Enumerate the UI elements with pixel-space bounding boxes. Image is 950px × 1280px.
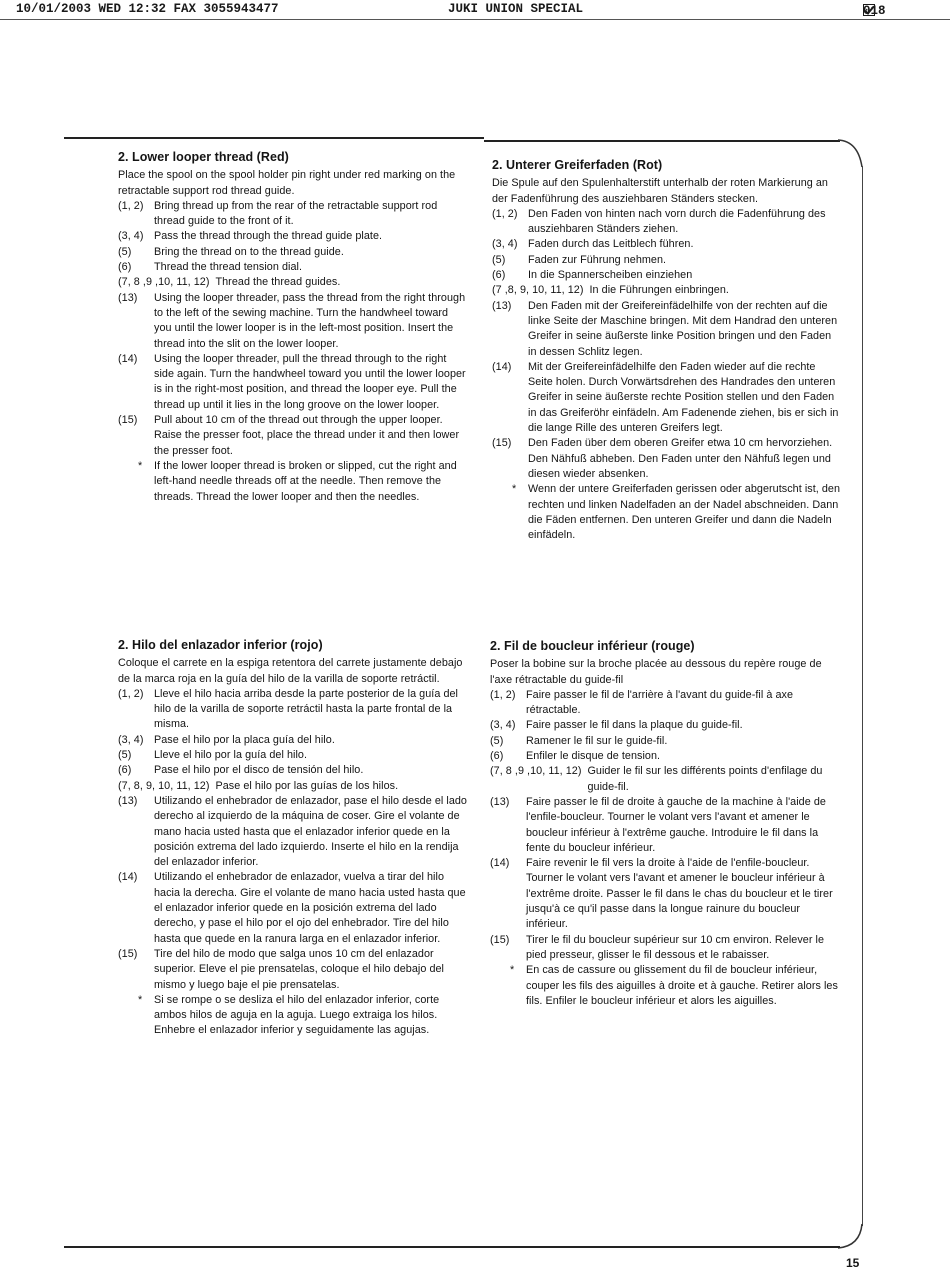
- step-number: (13): [490, 795, 510, 808]
- step-text: Tirer le fil du boucleur supérieur sur 10 cm environ. Relever le pied presseur, glisser le fil dessous et le rabaisser.: [526, 933, 825, 961]
- section-intro: Die Spule auf den Spulenhalterstift unterhalb der roten Markierung an der Fadenführung des ausziehbaren Ständers stecken.: [492, 177, 828, 205]
- step-text: Utilizando el enhebrador de enlazador, vuelva a tirar del hilo hacia la derecha. Gire el volante de mano hacia usted hasta que el enlazador inferior quede en la posición extrema del lado derecho, y pase el hilo por el ojo del enhebrador. Tire del hilo hasta que quede en la ranura larga en el enlazador inferior.: [154, 871, 466, 945]
- step-item: [118, 413, 468, 459]
- step-text: Thread the thread guides.: [215, 276, 341, 289]
- section-german: [492, 158, 842, 543]
- step-number: (7, 8, 9, 10, 11, 12): [118, 779, 210, 792]
- step-text: Ramener le fil sur le guide-fil.: [526, 734, 668, 747]
- page-number: 15: [846, 1256, 860, 1270]
- step-text: Faire revenir le fil vers la droite à l'aide de l'enfile-boucleur. Tourner le volant vers l'avant et amener le boucleur inférieur à l'extrême droite. Passer le fil dans le chas du boucleur et le tirer jusqu'à ce qu'il passe dans la longue rainure du boucleur inférieur.: [526, 857, 833, 931]
- step-text: Bring thread up from the rear of the retractable support rod thread guide to the front of it.: [154, 199, 438, 228]
- step-number: (1, 2): [118, 199, 144, 212]
- step-item: [490, 856, 840, 932]
- step-list: [490, 688, 840, 963]
- section-french: [490, 639, 840, 1009]
- step-item: [490, 734, 840, 749]
- step-item: [118, 733, 468, 748]
- step-text: Pase el hilo por la placa guía del hilo.: [154, 733, 335, 746]
- step-text: In die Führungen einbringen.: [589, 284, 729, 297]
- step-item: [118, 352, 468, 413]
- step-text: Den Faden mit der Greifereinfädelhilfe von der rechten auf die linke Seite der Maschine bringen. Mit dem Handrad den unteren Greifer in seine äußerste linke Position bringen und den Faden in dessen Schlitz legen.: [528, 299, 838, 358]
- fax-header: [0, 0, 950, 20]
- step-number: (3, 4): [490, 719, 516, 732]
- step-number: (5): [492, 253, 506, 266]
- step-number: (7, 8 ,9 ,10, 11, 12): [118, 276, 210, 289]
- step-number: (3, 4): [118, 733, 144, 746]
- step-item: [118, 748, 468, 763]
- step-text: Bring the thread on to the thread guide.: [154, 245, 344, 258]
- section-note: [118, 993, 468, 1039]
- step-list: [118, 199, 468, 459]
- step-item: [118, 260, 468, 275]
- section-intro: Poser la bobine sur la broche placée au dessous du repère rouge de l'axe rétractable du guide-fil: [490, 658, 822, 686]
- step-text: Pass the thread through the thread guide plate.: [154, 230, 383, 243]
- step-text: Guider le fil sur les différents points d'enfilage du guide-fil.: [587, 765, 823, 793]
- note-asterisk: *: [512, 483, 517, 496]
- step-number: (7 ,8, 9, 10, 11, 12): [492, 284, 584, 297]
- step-number: (5): [118, 749, 132, 762]
- step-number: (13): [118, 291, 138, 304]
- step-text: Tire del hilo de modo que salga unos 10 cm del enlazador superior. Eleve el pie prensatelas, coloque el hilo debajo del mismo y luego baje el pie prensatelas.: [154, 947, 445, 991]
- step-item: [118, 687, 468, 733]
- step-number: (1, 2): [118, 687, 144, 700]
- step-item: [490, 933, 840, 964]
- step-text: Enfiler le disque de tension.: [526, 750, 661, 763]
- step-number: (15): [118, 414, 138, 427]
- step-item: [118, 229, 468, 244]
- step-item: [118, 779, 468, 794]
- section-intro: Coloque el carrete en la espiga retentora del carrete justamente debajo de la marca roja en la guía del hilo de la varilla de soporte retráctil.: [118, 657, 463, 685]
- step-number: (5): [490, 734, 504, 747]
- step-number: (15): [492, 437, 512, 450]
- step-number: (13): [492, 299, 512, 312]
- note-text: En cas de cassure ou glissement du fil de boucleur inférieur, couper les fils des aiguilles à droite et à gauche. Retirer alors les fils. Enfiler le boucleur inférieur et alors les aiguilles.: [526, 964, 838, 1007]
- step-number: (1, 2): [492, 207, 518, 220]
- section-title: 2. Fil de boucleur inférieur (rouge): [490, 639, 695, 653]
- section-title: 2. Unterer Greiferfaden (Rot): [492, 158, 663, 172]
- section-note: [492, 482, 842, 543]
- step-text: Faden zur Führung nehmen.: [528, 253, 667, 266]
- step-text: In die Spannerscheiben einziehen: [528, 269, 693, 282]
- step-item: [492, 436, 842, 482]
- step-item: [118, 947, 468, 993]
- step-number: (1, 2): [490, 688, 516, 701]
- section-note: [118, 459, 468, 505]
- step-number: (13): [118, 794, 138, 807]
- section-spanish: [118, 638, 468, 1039]
- section-title: 2. Hilo del enlazador inferior (rojo): [118, 638, 323, 652]
- step-item: [492, 268, 842, 283]
- step-text: Pase el hilo por el disco de tensión del hilo.: [154, 764, 364, 777]
- step-text: Utilizando el enhebrador de enlazador, pase el hilo desde el lado derecho al izquierdo de la máquina de coser. Gire el volante de mano hacia usted hasta que el enlazador inferior quede en la posición extrema del lado izquierdo. Inserte el hilo en la rendija del enlazador inferior.: [154, 794, 467, 869]
- step-text: Lleve el hilo hacia arriba desde la parte posterior de la guía del hilo de la varilla de soporte retráctil hasta la parte frontal de la misma.: [154, 687, 459, 731]
- step-number: (14): [492, 360, 512, 373]
- fax-company: JUKI UNION SPECIAL: [448, 2, 584, 16]
- step-text: Faire passer le fil de droite à gauche de la machine à l'aide de l'enfile-boucleur. Tourner le volant vers l'avant et amener le boucleur inférieur à l'extrême gauche. Introduire le fil dans la fente du boucleur inférieur.: [526, 795, 826, 854]
- note-asterisk: *: [510, 964, 515, 977]
- step-list: [118, 687, 468, 993]
- step-number: (15): [118, 947, 138, 960]
- step-number: (6): [118, 764, 132, 777]
- note-text: If the lower looper thread is broken or slipped, cut the right and left-hand needle threads off at the needle. Then remove the threads. Thread the lower looper and then the needles.: [154, 459, 457, 503]
- step-item: [490, 688, 840, 719]
- step-item: [118, 870, 468, 946]
- step-text: Thread the thread tension dial.: [154, 261, 303, 274]
- step-number: (3, 4): [118, 230, 144, 243]
- top-rule: [64, 137, 484, 139]
- step-item: [118, 763, 468, 778]
- step-item: [490, 749, 840, 764]
- step-item: [492, 283, 842, 298]
- step-number: (14): [490, 857, 510, 870]
- step-text: Faire passer le fil de l'arrière à l'avant du guide-fil à axe rétractable.: [526, 688, 794, 717]
- step-item: [492, 360, 842, 436]
- step-number: (6): [490, 750, 504, 763]
- fax-page-count: 018: [863, 4, 886, 18]
- step-item: [490, 764, 840, 795]
- section-english: [118, 150, 468, 505]
- step-number: (5): [118, 245, 132, 258]
- step-number: (7, 8 ,9 ,10, 11, 12): [490, 765, 582, 778]
- step-number: (3, 4): [492, 238, 518, 251]
- frame-corner-bottom: [836, 1222, 866, 1252]
- top-rule-right: [484, 140, 840, 142]
- step-item: [492, 299, 842, 360]
- step-number: (14): [118, 871, 138, 884]
- step-number: (15): [490, 933, 510, 946]
- step-item: [490, 795, 840, 856]
- fax-header-rule: [0, 19, 950, 20]
- step-item: [492, 253, 842, 268]
- step-text: Using the looper threader, pass the thread from the right through to the left of the sewing machine. Turn the handwheel toward you until the lower looper is in the left-most position. Insert the thread into the slit on the lower looper.: [154, 291, 466, 350]
- step-item: [492, 207, 842, 238]
- step-text: Using the looper threader, pull the thread through to the right side again. Turn the handwheel toward you until the lower looper is in the right-most position, and thread the looper eye. Pull the thread up until it lies in the long groove on the lower looper.: [154, 352, 466, 411]
- section-intro: Place the spool on the spool holder pin right under red marking on the retractable support rod thread guide.: [118, 169, 456, 197]
- step-item: [118, 199, 468, 230]
- note-asterisk: *: [138, 993, 143, 1006]
- step-text: Faden durch das Leitblech führen.: [528, 238, 694, 251]
- note-text: Si se rompe o se desliza el hilo del enlazador inferior, corte ambos hilos de aguja en la aguja. Luego extraiga los hilos. Enhebre el enlazador inferior y seguidamente las agujas.: [154, 993, 440, 1037]
- step-number: (6): [118, 261, 132, 274]
- fax-date-time: 10/01/2003 WED 12:32 FAX 3055943477: [16, 2, 279, 16]
- note-asterisk: *: [138, 459, 143, 472]
- step-number: (6): [492, 269, 506, 282]
- step-text: Mit der Greifereinfädelhilfe den Faden wieder auf die rechte Seite holen. Durch Vorwärtsdrehen des Handrades den unteren Greifer in seine äußerste rechte Position stellen und den Faden in das Greiferöhr einfädeln. Am Fadenende ziehen, bis er sich in die lange Rille des unteren Greifers legt.: [528, 360, 839, 435]
- step-text: Den Faden über dem oberen Greifer etwa 10 cm hervorziehen. Den Nähfuß abheben. Den Faden unter den Nähfuß legen und diesen wieder absenken.: [528, 437, 833, 480]
- step-text: Lleve el hilo por la guía del hilo.: [154, 749, 308, 762]
- note-text: Wenn der untere Greiferfaden gerissen oder abgerutscht ist, den rechten und linken Nadelfaden an der Nadel abschneiden. Dann die Fäden entfernen. Den unteren Greifer und dann die Nadeln einfädeln.: [528, 483, 841, 542]
- step-text: Den Faden von hinten nach vorn durch die Fadenführung des ausziehbaren Ständers ziehen.: [528, 207, 826, 236]
- step-item: [492, 237, 842, 252]
- step-text: Pase el hilo por las guías de los hilos.: [215, 779, 399, 792]
- step-item: [118, 245, 468, 260]
- step-item: [490, 718, 840, 733]
- step-list: [492, 207, 842, 482]
- step-item: [118, 275, 468, 290]
- step-text: Pull about 10 cm of the thread out through the upper looper. Raise the presser foot, place the thread under it and then lower the presser foot.: [154, 414, 460, 457]
- step-number: (14): [118, 352, 138, 365]
- step-item: [118, 794, 468, 870]
- frame-right-edge: [862, 166, 863, 1226]
- section-title: 2. Lower looper thread (Red): [118, 150, 289, 164]
- step-text: Faire passer le fil dans la plaque du guide-fil.: [526, 719, 743, 732]
- step-item: [118, 291, 468, 352]
- bottom-rule: [64, 1246, 840, 1248]
- section-note: [490, 963, 840, 1009]
